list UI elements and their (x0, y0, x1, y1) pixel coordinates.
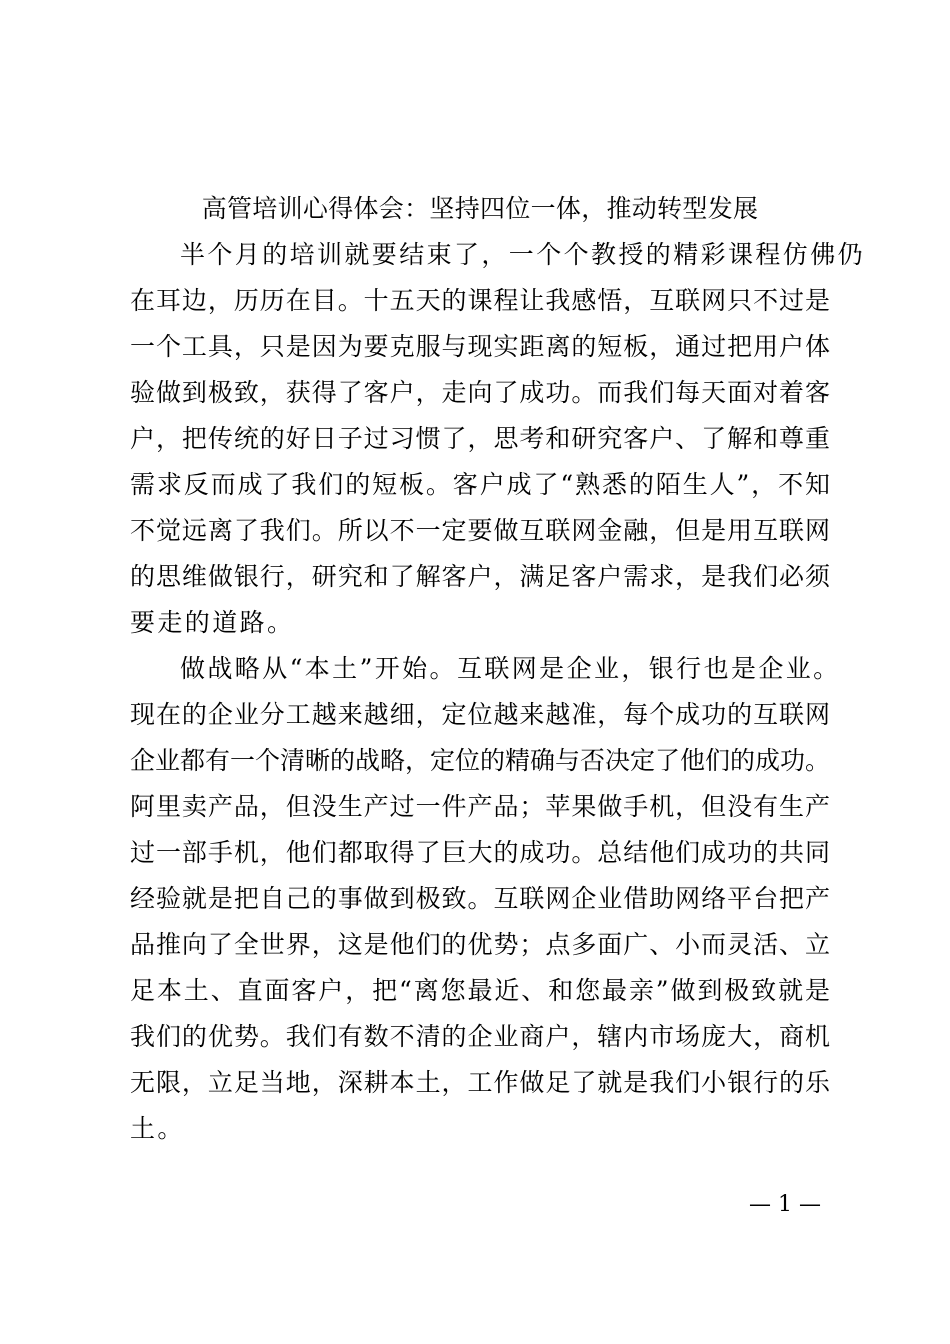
paragraph-2-line-8: 足本土、直面客户，把“离您最近、和您最亲”做到极致就是 (130, 976, 830, 1005)
paragraph-1-line-4: 验做到极致，获得了客户，走向了成功。而我们每天面对着客 (130, 378, 830, 407)
paragraph-2-line-9: 我们的优势。我们有数不清的企业商户，辖内市场庞大，商机 (130, 1022, 830, 1051)
paragraph-1-line-1: 半个月的培训就要结束了，一个个教授的精彩课程仿佛仍 (180, 240, 866, 269)
paragraph-1-line-5: 户，把传统的好日子过习惯了，思考和研究客户、了解和尊重 (130, 424, 830, 453)
document-body (130, 232, 866, 1152)
page-number: — 1 — (749, 1192, 821, 1217)
paragraph-2-line-5: 过一部手机，他们都取得了巨大的成功。总结他们成功的共同 (130, 838, 830, 867)
paragraph-2-line-1: 做战略从“本土”开始。互联网是企业，银行也是企业。 (180, 654, 841, 683)
paragraph-1-line-7: 不觉远离了我们。所以不一定要做互联网金融，但是用互联网 (130, 516, 830, 545)
paragraph-1-line-3: 一个工具，只是因为要克服与现实距离的短板，通过把用户体 (130, 332, 830, 361)
paragraph-2-line-2: 现在的企业分工越来越细，定位越来越准，每个成功的互联网 (130, 700, 830, 729)
document-title: 高管培训心得体会：坚持四位一体，推动转型发展 (201, 194, 759, 223)
paragraph-2-line-10: 无限，立足当地，深耕本土，工作做足了就是我们小银行的乐 (130, 1068, 830, 1097)
paragraph-2-line-6: 经验就是把自己的事做到极致。互联网企业借助网络平台把产 (130, 884, 830, 913)
paragraph-1-line-6: 需求反而成了我们的短板。客户成了“熟悉的陌生人”，不知 (130, 470, 830, 499)
paragraph-2-line-11: 土。 (130, 1114, 185, 1143)
paragraph-2-line-4: 阿里卖产品，但没生产过一件产品；苹果做手机，但没有生产 (130, 792, 830, 821)
paragraph-1-line-8: 的思维做银行，研究和了解客户，满足客户需求，是我们必须 (130, 562, 830, 591)
paragraph-1-line-9: 要走的道路。 (130, 608, 295, 637)
paragraph-2-line-3: 企业都有一个清晰的战略，定位的精确与否决定了他们的成功。 (130, 746, 831, 775)
paragraph-1-line-2: 在耳边，历历在目。十五天的课程让我感悟，互联网只不过是 (130, 286, 830, 315)
paragraph-2-line-7: 品推向了全世界，这是他们的优势；点多面广、小而灵活、立 (130, 930, 830, 959)
